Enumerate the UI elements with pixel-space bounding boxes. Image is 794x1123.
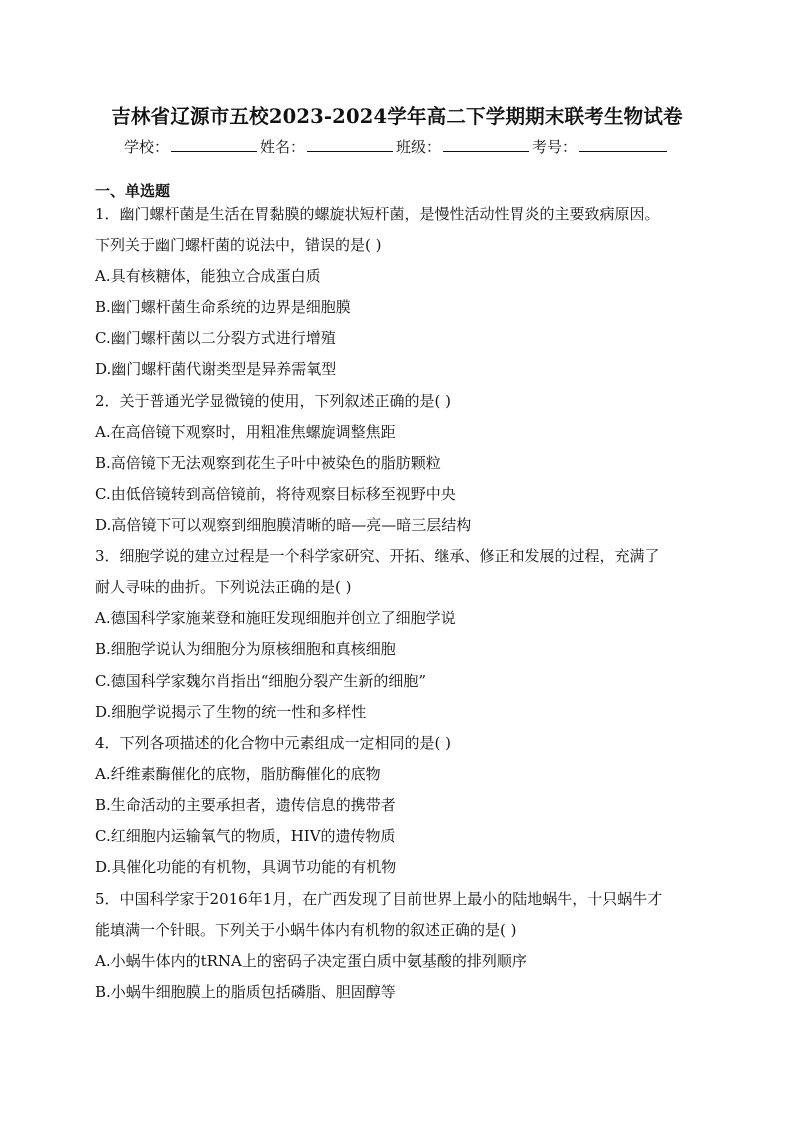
option-c: C.幽门螺杆菌以二分裂方式进行增殖	[95, 329, 336, 347]
question-stem: 5．中国科学家于2016年1月，在广西发现了目前世界上最小的陆地蜗牛，十只蜗牛才	[95, 890, 663, 908]
student-info-row	[124, 135, 670, 157]
exam-title: 吉林省辽源市五校2023-2024学年高二下学期期末联考生物试卷	[111, 105, 683, 128]
number-label: 考号：	[532, 138, 578, 156]
option-c: C.由低倍镜转到高倍镜前，将待观察目标移至视野中央	[95, 485, 456, 503]
name-label: 姓名：	[260, 138, 306, 156]
option-d: D.细胞学说揭示了生物的统一性和多样性	[95, 703, 367, 721]
option-c: C.红细胞内运输氧气的物质，HIV的遗传物质	[95, 827, 396, 845]
option-d: D.具催化功能的有机物，具调节功能的有机物	[95, 858, 397, 876]
option-b: B.细胞学说认为细胞分为原核细胞和真核细胞	[95, 640, 396, 658]
option-d: D.高倍镜下可以观察到细胞膜清晰的暗—亮—暗三层结构	[95, 516, 472, 534]
name-blank[interactable]	[307, 135, 393, 152]
option-b: B.高倍镜下无法观察到花生子叶中被染色的脂肪颗粒	[95, 454, 441, 472]
option-a: A.具有核糖体，能独立合成蛋白质	[95, 267, 321, 285]
question-stem: 下列关于幽门螺杆菌的说法中，错误的是( )	[95, 236, 382, 254]
class-label: 班级：	[396, 138, 442, 156]
question-stem: 1．幽门螺杆菌是生活在胃黏膜的螺旋状短杆菌，是慢性活动性胃炎的主要致病原因。	[95, 205, 660, 223]
number-blank[interactable]	[579, 135, 667, 152]
section-heading: 一、单选题	[95, 182, 171, 200]
class-blank[interactable]	[443, 135, 529, 152]
question-stem: 耐人寻味的曲折。下列说法正确的是( )	[95, 578, 352, 596]
option-d: D.幽门螺杆菌代谢类型是异养需氧型	[95, 360, 337, 378]
question-stem: 能填满一个针眼。下列关于小蜗牛体内有机物的叙述正确的是( )	[95, 921, 517, 939]
school-blank[interactable]	[171, 135, 257, 152]
question-stem: 3．细胞学说的建立过程是一个科学家研究、开拓、继承、修正和发展的过程，充满了	[95, 547, 660, 565]
school-label: 学校：	[124, 138, 170, 156]
question-stem: 4．下列各项描述的化合物中元素组成一定相同的是( )	[95, 734, 452, 752]
option-a: A.在高倍镜下观察时，用粗准焦螺旋调整焦距	[95, 423, 396, 441]
option-b: B.生命活动的主要承担者，遗传信息的携带者	[95, 796, 396, 814]
question-stem: 2．关于普通光学显微镜的使用，下列叙述正确的是( )	[95, 392, 452, 410]
option-a: A.纤维素酶催化的底物，脂肪酶催化的底物	[95, 765, 381, 783]
option-a: A.小蜗牛体内的tRNA上的密码子决定蛋白质中氨基酸的排列顺序	[95, 952, 527, 970]
option-a: A.德国科学家施莱登和施旺发现细胞并创立了细胞学说	[95, 609, 456, 627]
option-b: B.小蜗牛细胞膜上的脂质包括磷脂、胆固醇等	[95, 983, 396, 1001]
option-c: C.德国科学家魏尔肖指出“细胞分裂产生新的细胞”	[95, 672, 427, 690]
option-b: B.幽门螺杆菌生命系统的边界是细胞膜	[95, 298, 351, 316]
